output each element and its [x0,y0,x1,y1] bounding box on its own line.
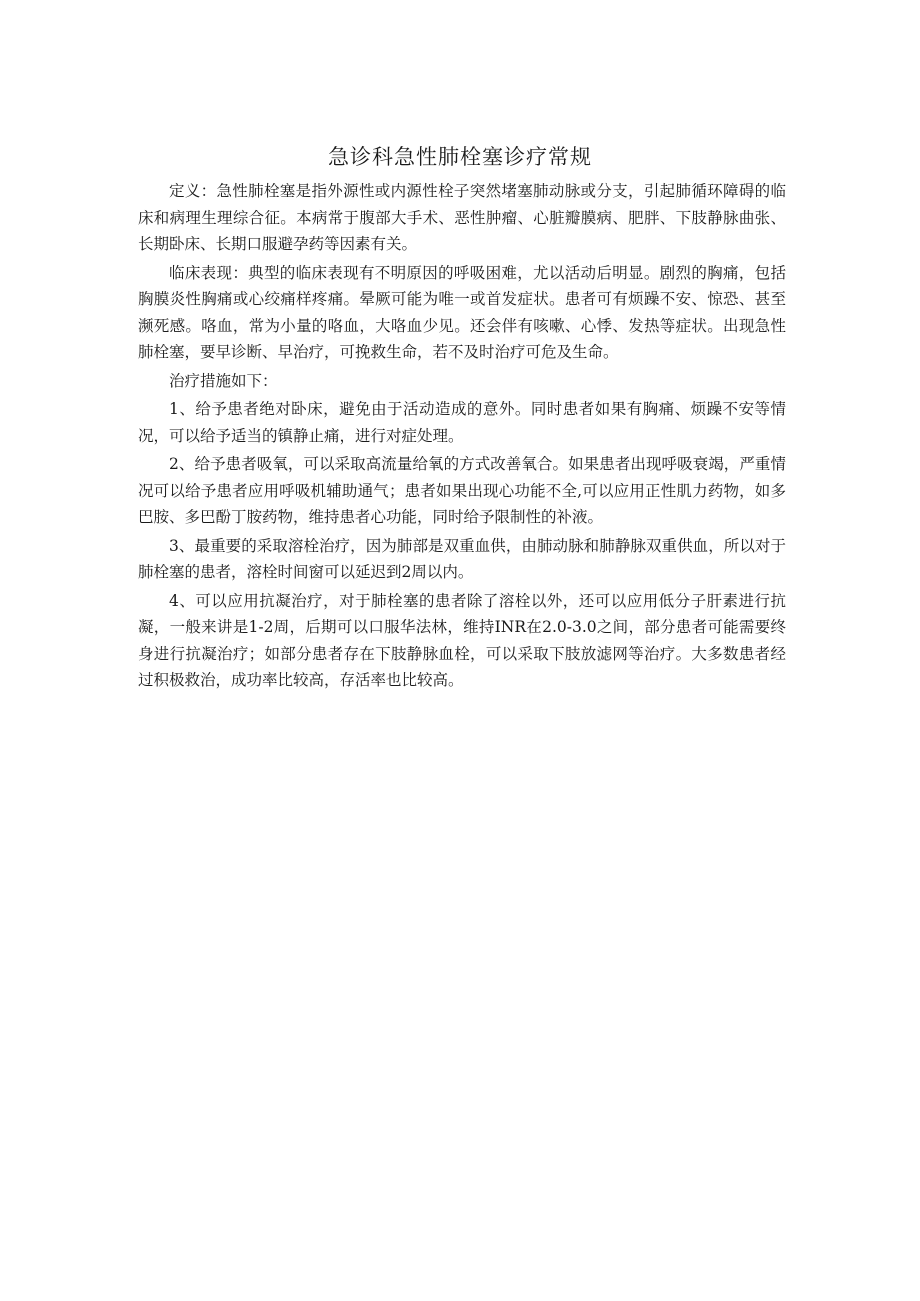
paragraph-treatment-2: 2、给予患者吸氧，可以采取高流量给氧的方式改善氧合。如果患者出现呼吸衰竭，严重情况可以给予患者应用呼吸机辅助通气；患者如果出现心功能不全,可以应用正性肌力药物，如多巴胺、多巴酚丁胺药物，维持患者心功能，同时给予限制性的补液。 [138,455,786,526]
document-title: 急诊科急性肺栓塞诊疗常规 [328,145,592,169]
paragraph-treatment-4: 4、可以应用抗凝治疗，对于肺栓塞的患者除了溶栓以外，还可以应用低分子肝素进行抗凝，一般来讲是1-2周，后期可以口服华法林，维持INR在2.0-3.0之间，部分患者可能需要终身进行抗凝治疗；如部分患者存在下肢静脉血栓，可以采取下肢放滤网等治疗。大多数患者经过积极救治，成功率比较高，存活率也比较高。 [138,591,786,689]
paragraph-clinical-manifestation: 临床表现：典型的临床表现有不明原因的呼吸困难，尤以活动后明显。剧烈的胸痛，包括胸膜炎性胸痛或心绞痛样疼痛。晕厥可能为唯一或首发症状。患者可有烦躁不安、惊恐、甚至濒死感。咯血，常为小量的咯血，大咯血少见。还会伴有咳嗽、心悸、发热等症状。出现急性肺栓塞，要早诊断、早治疗，可挽救生命，若不及时治疗可危及生命。 [138,263,786,361]
paragraph-treatment-3: 3、最重要的采取溶栓治疗，因为肺部是双重血供，由肺动脉和肺静脉双重供血，所以对于肺栓塞的患者，溶栓时间窗可以延迟到2周以内。 [138,536,786,581]
document-body [138,178,786,696]
paragraph-treatment-heading: 治疗措施如下： [169,371,278,390]
paragraph-definition: 定义：急性肺栓塞是指外源性或内源性栓子突然堵塞肺动脉或分支，引起肺循环障碍的临床和病理生理综合征。本病常于腹部大手术、恶性肿瘤、心脏瓣膜病、肥胖、下肢静脉曲张、长期卧床、长期口服避孕药等因素有关。 [138,182,786,253]
paragraph-treatment-1: 1、给予患者绝对卧床，避免由于活动造成的意外。同时患者如果有胸痛、烦躁不安等情况，可以给予适当的镇静止痛，进行对症处理。 [138,400,786,445]
